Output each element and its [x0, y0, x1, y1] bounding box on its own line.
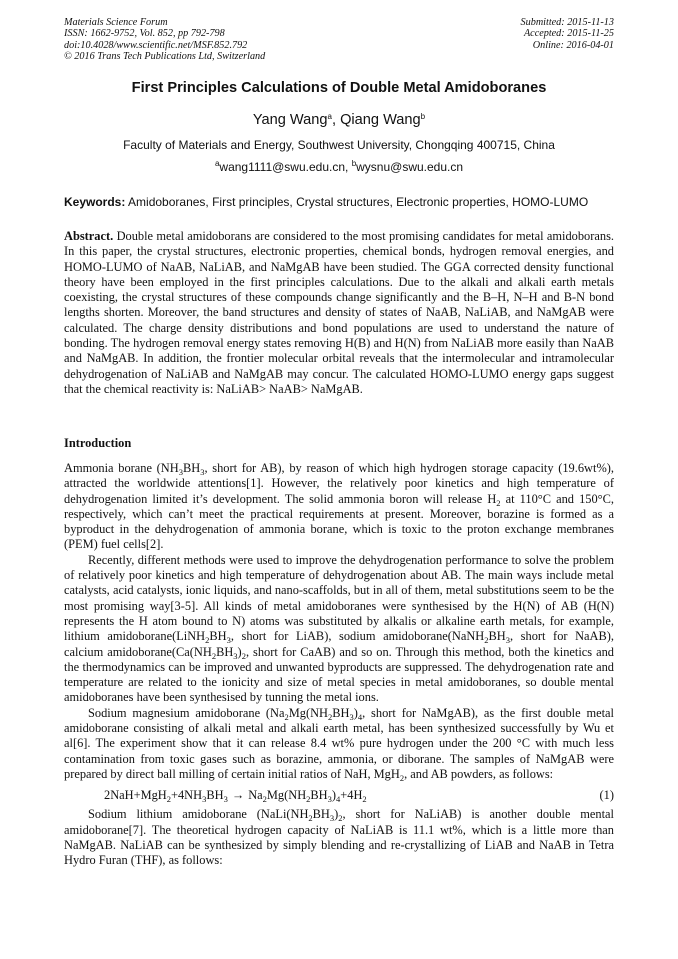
copyright-line: © 2016 Trans Tech Publications Ltd, Switzerland	[64, 51, 266, 63]
doi-line: doi:10.4028/www.scientific.net/MSF.852.792	[64, 39, 248, 51]
reaction-arrow: →	[231, 788, 245, 803]
email-mark: b	[351, 159, 357, 168]
journal-header-left	[64, 17, 265, 63]
subscript: 2	[328, 711, 333, 722]
keywords	[64, 195, 624, 209]
affiliation: Faculty of Materials and Energy, Southwest University, Chongqing 400715, China	[123, 138, 555, 152]
paragraph: Ammonia borane ($NH_3BH_3$, short for AB), by reason of which high hydrogen storage capacity (19.6wt%), attracted the worldwide attentions[1]. However, the relatively poor kinetics and high temperature of dehydrogenation limited it’s development. The solid ammonia boron will release $H_2$ at 110°C and 150°C, respectively, which can’t meet the practical requirements at present. Moreover, borazine is formed as a byproduct in the dehydrogenation of ammonia borane, which is toxic to the proton exchange membranes (PEM) fuel cells[2].	[64, 461, 614, 552]
paragraph: Recently, different methods were used to improve the dehydrogenation performance to solve the problem of relatively poor kinetics and high temperature of dehydrogenation about AB. The main ways include metal catalysts, acid catalysts, ionic liquids, and nano-scaffolds, but in all of them, metal substitutions seem to be the most promising way[3-5]. All kinds of metal amidoboranes were synthesised by the H(N) of AB (H(N) represents the H atom bound to N) atoms was substituted by alkalis or alkaline earth metals, for example, lithium $amidoborane(LiNH_2BH_3$, short for LiAB), sodium $amidoborane(NaNH_2BH_3$, short for NaAB), calcium $amidoborane(Ca(NH_2BH_3)_2$, short for CaAB) and so on. Through this method, both the kinetics and the thermodynamics can be improved and unwanted byproducts are suppressed. The dehydrogenation rate and temperature are related to the ionicity and size of metal species in metal amidoboranes, so double mental amidoboranes have been synthesised by tunning the metal ions.	[64, 552, 614, 705]
submitted-date: Submitted: 2015-11-13	[520, 17, 614, 28]
abstract	[64, 229, 614, 397]
subscript: 3	[202, 794, 207, 805]
subscript: 2	[284, 711, 289, 722]
author-mark: b	[420, 112, 426, 121]
author-name: Yang Wang	[252, 112, 328, 128]
subscript: 3	[349, 711, 354, 722]
email-list	[0, 160, 678, 174]
journal-name: Materials Science Forum	[64, 17, 168, 28]
issn-line: ISSN: 1662-9752, Vol. 852, pp 792-798	[64, 28, 225, 40]
email-separator: ,	[345, 160, 352, 174]
equation-1	[64, 784, 614, 806]
subscript: 3	[200, 467, 205, 477]
subscript: 2	[306, 794, 311, 805]
email-link[interactable]: wysnu@swu.edu.cn	[356, 160, 464, 174]
keywords-label: Keywords:	[64, 195, 126, 209]
subscript: 2	[399, 772, 405, 783]
equation-rhs: $Na_2Mg(NH_2BH_3)_4+4H_2$	[248, 788, 367, 805]
paper-title: First Principles Calculations of Double Metal Amidoboranes	[131, 80, 547, 96]
online-date: Online: 2016-04-01	[532, 39, 614, 51]
subscript: 2	[205, 635, 210, 646]
subscript: 2	[211, 650, 217, 661]
introduction-body	[64, 461, 614, 868]
subscript: 2	[262, 794, 267, 805]
section-heading-introduction: Introduction	[64, 436, 132, 450]
subscript: 3	[226, 635, 231, 646]
abstract-text: Double metal amidoborans are considered to the most promising candidates for metal amidoborans. In this paper, the crystal structures, electronic properties, chemical bonds, hydrogen removal energies, and HOMO-LUMO of NaAB, NaLiAB, and NaMgAB have been studied. The GGA corrected density functional theory have been employed in the first principles calculations. Due to the alkali and alkali earth metals coexisting, the crystal structures of these compounds change significantly and the B–H, N–H and B-N bond lengths shorten. Moreover, the band structures and density of states of NaAB, NaLiAB, and NaMgAB were calculated. The charge density distributions and bond populations are used to understand the nature of bonding. The hydrogen removal energy states removing H(B) and H(N) from NaLiAB more easily than NaAB and NaMgAB. In addition, the frontier molecular orbital reveals that the intermolecular and intramolecular dehydrogenation of NaLiAB and NaMgAB may concur. The calculated HOMO-LUMO energy gaps suggest that the chemical reactivity is: NaLiAB> NaAB> NaMgAB.	[64, 229, 614, 396]
email-mark: a	[214, 159, 220, 168]
subscript: 2	[241, 650, 246, 661]
author-list	[0, 112, 678, 128]
equation-body	[104, 784, 367, 806]
subscript: 2	[362, 794, 367, 805]
subscript: 2	[338, 813, 343, 824]
subscript: 3	[505, 635, 510, 646]
subscript: 3	[223, 794, 228, 805]
author-separator: ,	[331, 112, 341, 128]
paragraph: Sodium magnesium amidoborane ($Na_2Mg(NH_2BH_3)_4$, short for NaMgAB), as the first double metal amidoborane consisting of alkali metal and alkali earth metal, has been synthesized successfully by Wu et al[6]. The experiment show that it can release 8.4 wt% pure hydrogen under the 200 °C with much less contamination from toxic gases such as borazine, ammonia, or diborane. The samples of NaMgAB were prepared by direct ball milling of certain initial ratios of NaH, MgH$_2$, and AB powders, as follows:	[64, 705, 615, 783]
subscript: 3	[233, 650, 238, 661]
author-name: Qiang Wang	[340, 112, 421, 128]
subscript: 3	[329, 813, 335, 824]
subscript: 2	[308, 813, 313, 824]
author-mark: a	[327, 112, 332, 121]
subscript: 4	[336, 794, 341, 805]
subscript: 2	[484, 635, 489, 646]
subscript: 3	[327, 794, 332, 805]
subscript: 4	[357, 711, 363, 722]
email-link[interactable]: wang1111@swu.edu.cn	[219, 160, 346, 174]
equation-lhs: $2NaH+MgH_2+4NH_3BH_3$	[104, 788, 228, 805]
equation-number: (1)	[599, 788, 614, 803]
abstract-label: Abstract.	[64, 229, 114, 243]
paragraph: Sodium lithium amidoborane ($NaLi(NH_2BH_3)_2$, short for NaLiAB) is another double mental amidoborane[7]. The theoretical hydrogen capacity of NaLiAB is 11.1 wt%, which is a little more than NaMgAB. NaLiAB can be synthesized by simply blending and re-crystallizing of LiAB and NaAB in Tetra Hydro Furan (THF), as follows:	[64, 807, 614, 868]
journal-header-right	[521, 17, 614, 51]
accepted-date: Accepted: 2015-11-25	[523, 28, 614, 40]
subscript: 3	[178, 467, 183, 477]
subscript: 2	[166, 794, 171, 805]
keywords-text: Amidoboranes, First principles, Crystal structures, Electronic properties, HOMO-LUMO	[128, 195, 589, 209]
subscript: 2	[496, 497, 501, 508]
